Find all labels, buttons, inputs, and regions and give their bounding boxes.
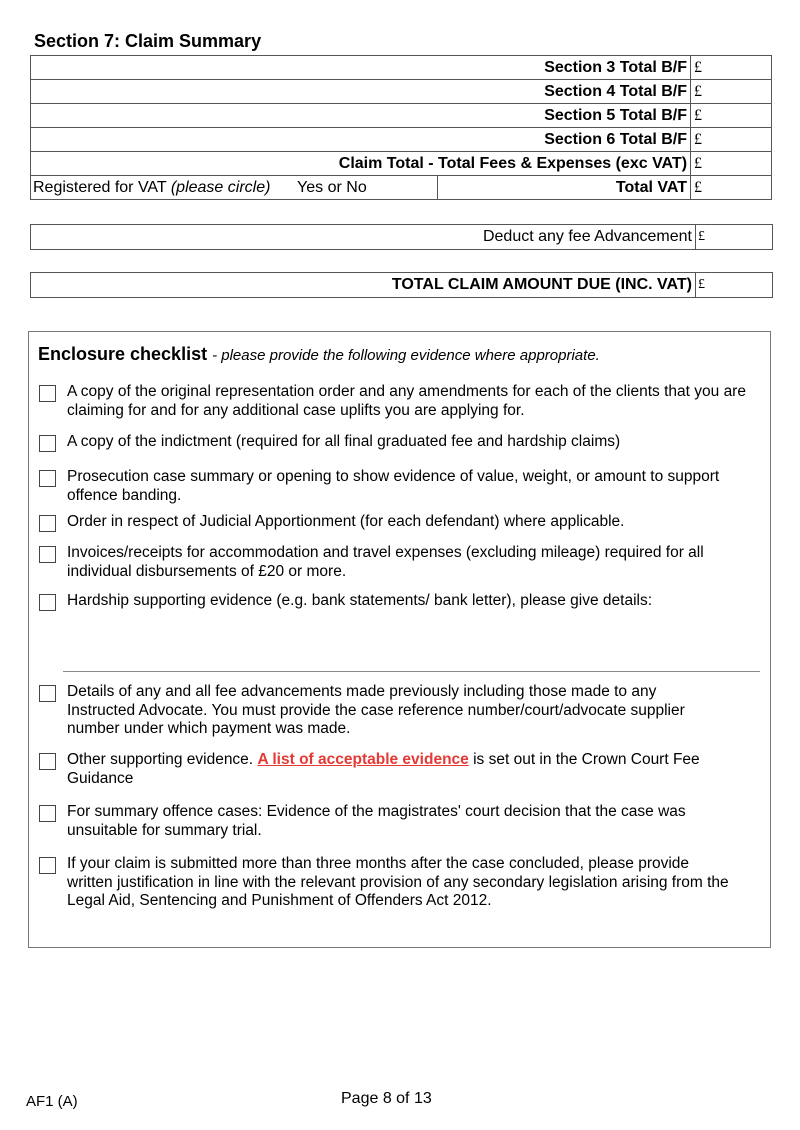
- deduct-advancement-row: [30, 224, 773, 250]
- checkbox[interactable]: [39, 515, 56, 532]
- total-vat-label: Total VAT: [438, 176, 691, 200]
- summary-row-label: Section 5 Total B/F: [31, 104, 691, 128]
- vat-yes-option[interactable]: Yes: [297, 179, 324, 196]
- checklist-title: Enclosure checklist: [38, 344, 208, 364]
- checklist-item-text: Details of any and all fee advancements made previously including those made to any Instructed Advocate. You must provide the case reference number/court/advocate supplier number under which payment was made.: [67, 683, 685, 737]
- summary-row-label: Section 3 Total B/F: [31, 56, 691, 80]
- summary-row: [31, 152, 772, 176]
- checklist-item: [39, 683, 754, 739]
- other-evidence-text-after: is set out in the Crown Court Fee Guidance: [67, 751, 700, 787]
- other-evidence-text: Other supporting evidence.: [67, 751, 254, 768]
- checkbox[interactable]: [39, 546, 56, 563]
- acceptable-evidence-link[interactable]: A list of acceptable evidence: [257, 751, 469, 768]
- vat-question: [31, 176, 438, 200]
- checklist-item: [39, 855, 754, 911]
- checklist-item-text: Invoices/receipts for accommodation and travel expenses (excluding mileage) required for all individual disbursements of £20 or more.: [67, 544, 704, 580]
- claim-summary-table: [30, 55, 772, 200]
- vat-no-option[interactable]: No: [346, 179, 367, 196]
- summary-row: [31, 128, 772, 152]
- checkbox[interactable]: [39, 594, 56, 611]
- hardship-details-line[interactable]: [63, 671, 760, 672]
- section-6-total-field[interactable]: £: [691, 128, 772, 152]
- total-claim-due-row: [30, 272, 773, 298]
- checklist-item: [39, 544, 754, 581]
- vat-question-note: (please circle): [170, 179, 271, 196]
- total-claim-due-label: TOTAL CLAIM AMOUNT DUE (INC. VAT): [391, 276, 692, 293]
- summary-row-label: Section 4 Total B/F: [31, 80, 691, 104]
- checklist-subtitle: - please provide the following evidence where appropriate.: [212, 347, 600, 364]
- checkbox[interactable]: [39, 435, 56, 452]
- checklist-item: [39, 751, 754, 788]
- deduct-advancement-field[interactable]: £: [695, 225, 772, 249]
- checkbox[interactable]: [39, 685, 56, 702]
- checkbox[interactable]: [39, 470, 56, 487]
- page-number: Page 8 of 13: [341, 1090, 432, 1107]
- summary-row-label: Claim Total - Total Fees & Expenses (exc VAT): [31, 152, 691, 176]
- summary-row: [31, 80, 772, 104]
- checklist-heading: [38, 344, 600, 365]
- checklist-item-text: Hardship supporting evidence (e.g. bank statements/ bank letter), please give details:: [67, 592, 653, 609]
- summary-row: [31, 56, 772, 80]
- checklist-item: [39, 383, 754, 420]
- deduct-advancement-label: Deduct any fee Advancement: [482, 228, 692, 245]
- vat-question-label: Registered for VAT: [33, 179, 167, 196]
- vat-row: [31, 176, 772, 200]
- checkbox[interactable]: [39, 857, 56, 874]
- form-code: AF1 (A): [26, 1093, 78, 1110]
- checklist-item-text: Order in respect of Judicial Apportionment (for each defendant) where applicable.: [67, 513, 625, 530]
- total-vat-field[interactable]: £: [691, 176, 772, 200]
- total-claim-due-field[interactable]: £: [695, 273, 772, 297]
- checklist-item-text: Prosecution case summary or opening to show evidence of value, weight, or amount to support offence banding.: [67, 468, 720, 504]
- summary-row-label: Section 6 Total B/F: [31, 128, 691, 152]
- checklist-item: [39, 433, 754, 452]
- checkbox[interactable]: [39, 385, 56, 402]
- enclosure-checklist: [28, 331, 771, 948]
- checklist-item-text: If your claim is submitted more than three months after the case concluded, please provide written justification in line with the relevant provision of any secondary legislation arising from the Legal Aid, Sentencing and Punishment of Offenders Act 2012.: [67, 855, 729, 909]
- checkbox[interactable]: [39, 805, 56, 822]
- checklist-item-text: A copy of the indictment (required for all final graduated fee and hardship claims): [67, 433, 621, 450]
- checklist-item: [39, 803, 754, 840]
- section-4-total-field[interactable]: £: [691, 80, 772, 104]
- section-3-total-field[interactable]: £: [691, 56, 772, 80]
- checklist-item-text: For summary offence cases: Evidence of the magistrates' court decision that the case was unsuitable for summary trial.: [67, 803, 686, 839]
- checklist-item: [39, 592, 754, 611]
- summary-row: [31, 104, 772, 128]
- vat-or-text: or: [327, 179, 342, 196]
- section-5-total-field[interactable]: £: [691, 104, 772, 128]
- section-title: Section 7: Claim Summary: [34, 31, 262, 51]
- checklist-item: [39, 468, 754, 505]
- checklist-item: [39, 513, 754, 532]
- claim-total-field[interactable]: £: [691, 152, 772, 176]
- checklist-item-text: [67, 751, 754, 788]
- checkbox[interactable]: [39, 753, 56, 770]
- checklist-item-text: A copy of the original representation order and any amendments for each of the clients that you are claiming for and for any additional case uplifts you are applying for.: [67, 383, 746, 419]
